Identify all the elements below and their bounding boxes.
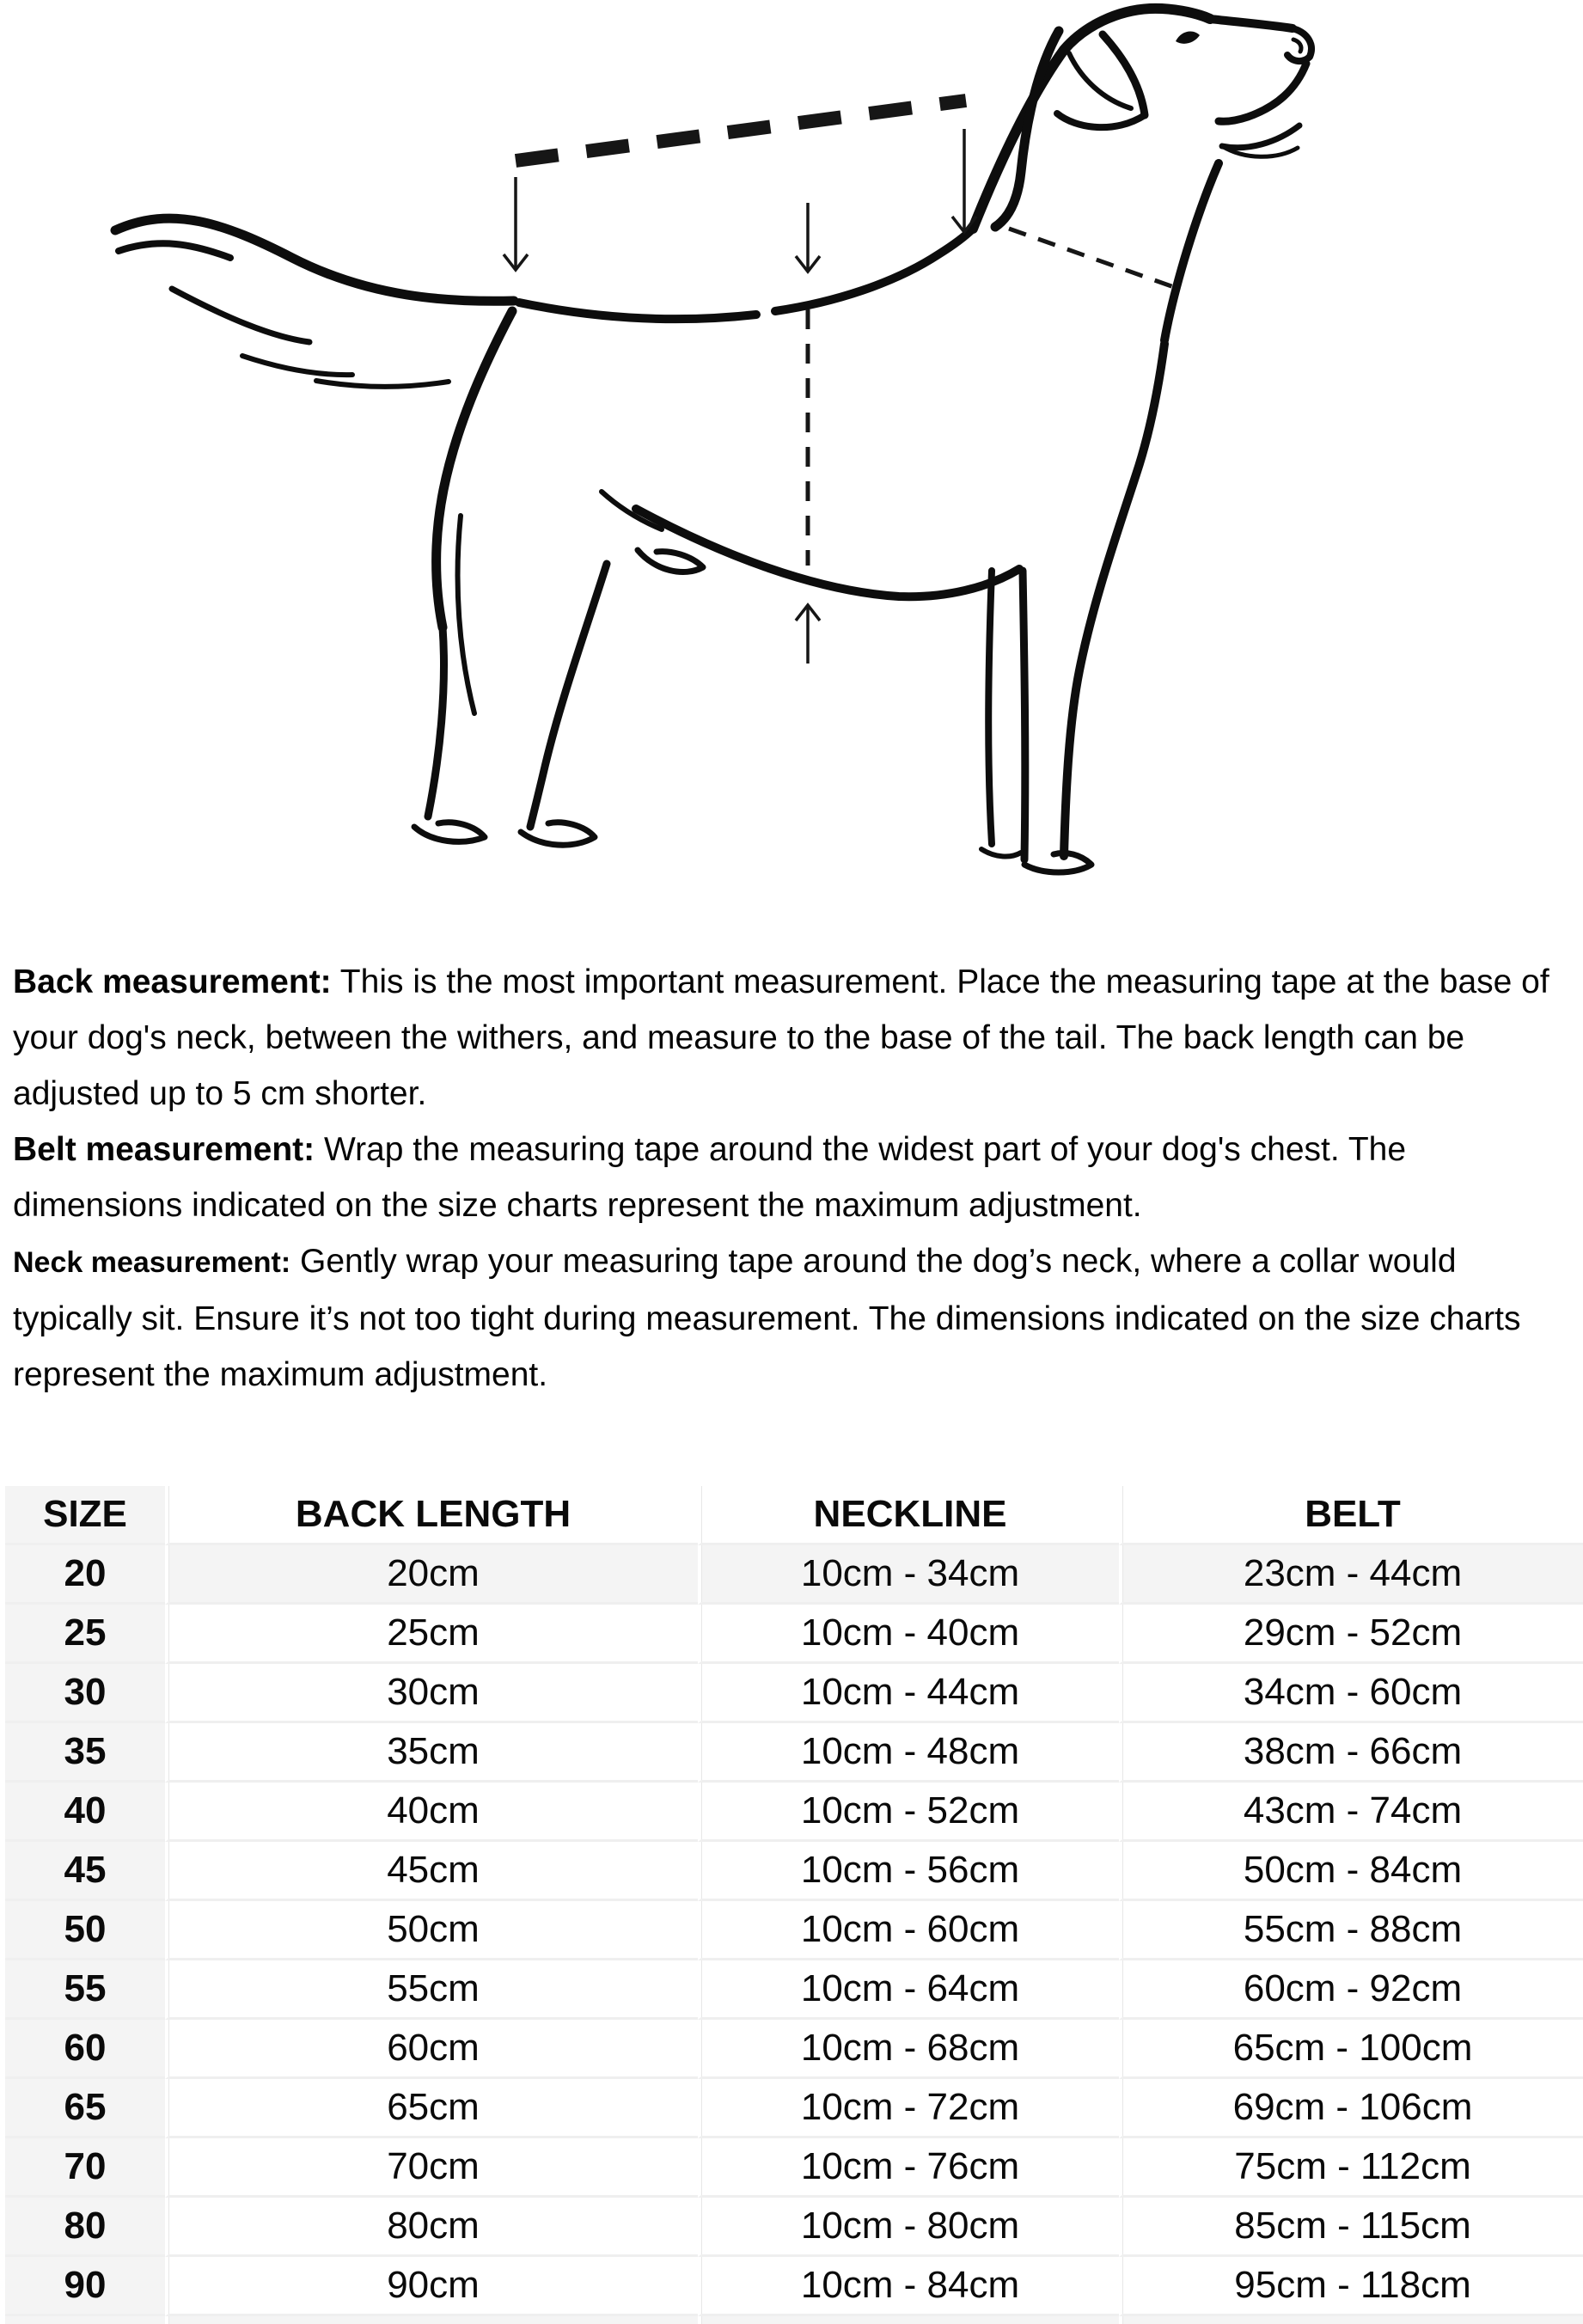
up-arrow-belly: [796, 605, 820, 664]
belt-cell: 23cm - 44cm: [1119, 1545, 1583, 1605]
size-cell: 50: [5, 1901, 165, 1960]
column-header-back-length: BACK LENGTH: [165, 1486, 698, 1545]
size-chart-table: [5, 1486, 1583, 2324]
neckline-cell: 10cm - 72cm: [698, 2079, 1119, 2138]
empty-cell: [1119, 2316, 1583, 2324]
size-chart-row: [5, 2138, 1583, 2198]
empty-cell: [698, 2316, 1119, 2324]
back-length-cell: 30cm: [165, 1664, 698, 1723]
size-chart-row: [5, 1664, 1583, 1723]
back-length-cell: 35cm: [165, 1723, 698, 1783]
back-length-cell: 65cm: [165, 2079, 698, 2138]
size-cell: 45: [5, 1842, 165, 1901]
neckline-cell: 10cm - 40cm: [698, 1605, 1119, 1664]
back-measurement-label: Back measurement:: [13, 963, 332, 1000]
empty-cell: [165, 2316, 698, 2324]
down-arrow-tail: [504, 177, 528, 270]
size-chart-row: [5, 1783, 1583, 1842]
size-chart-row: [5, 2198, 1583, 2257]
belt-cell: 29cm - 52cm: [1119, 1605, 1583, 1664]
size-chart-row-partial: [5, 2316, 1583, 2324]
size-chart-header: [5, 1486, 1583, 1545]
belt-cell: 95cm - 118cm: [1119, 2257, 1583, 2316]
back-length-cell: 60cm: [165, 2020, 698, 2079]
back-length-cell: 40cm: [165, 1783, 698, 1842]
belt-measurement-text: Wrap the measuring tape around the widest part of your dog's chest. The dimensions indicated on the size charts represent the maximum adjustment.: [13, 1131, 1407, 1224]
size-chart-row: [5, 1723, 1583, 1783]
neck-measurement-text: Gently wrap your measuring tape around the dog’s neck, where a collar would typically sit. Ensure it’s not too tight during measurement. The dimensions indicated on the size charts represent the maximum adjustment.: [13, 1243, 1521, 1393]
neckline-cell: 10cm - 34cm: [698, 1545, 1119, 1605]
size-chart-body: [5, 1545, 1583, 2324]
size-cell: 20: [5, 1545, 165, 1605]
belt-cell: 34cm - 60cm: [1119, 1664, 1583, 1723]
size-cell: 25: [5, 1605, 165, 1664]
neckline-cell: 10cm - 60cm: [698, 1901, 1119, 1960]
neckline-cell: 10cm - 52cm: [698, 1783, 1119, 1842]
neck-measurement-label: Neck measurement:: [13, 1246, 291, 1279]
belt-cell: 75cm - 112cm: [1119, 2138, 1583, 2198]
dog-eye: [1176, 32, 1200, 44]
neck-measurement-paragraph: [13, 1233, 1554, 1403]
back-length-cell: 90cm: [165, 2257, 698, 2316]
size-chart-row: [5, 2257, 1583, 2316]
back-length-cell: 50cm: [165, 1901, 698, 1960]
size-chart-row: [5, 2079, 1583, 2138]
belt-cell: 65cm - 100cm: [1119, 2020, 1583, 2079]
header-row: [5, 1486, 1583, 1545]
belt-measurement-paragraph: [13, 1122, 1554, 1233]
belt-cell: 85cm - 115cm: [1119, 2198, 1583, 2257]
size-cell: 80: [5, 2198, 165, 2257]
belt-measurement-label: Belt measurement:: [13, 1131, 315, 1168]
size-cell: 90: [5, 2257, 165, 2316]
measurement-instructions: [0, 954, 1583, 1403]
dog-line-drawing: [0, 0, 1583, 913]
neckline-cell: 10cm - 76cm: [698, 2138, 1119, 2198]
size-chart-row: [5, 1842, 1583, 1901]
back-length-cell: 80cm: [165, 2198, 698, 2257]
belt-cell: 55cm - 88cm: [1119, 1901, 1583, 1960]
empty-cell: [5, 2316, 165, 2324]
belt-cell: 60cm - 92cm: [1119, 1960, 1583, 2020]
size-cell: 40: [5, 1783, 165, 1842]
neckline-cell: 10cm - 44cm: [698, 1664, 1119, 1723]
size-cell: 55: [5, 1960, 165, 2020]
down-arrow-middle: [796, 203, 820, 272]
neckline-cell: 10cm - 80cm: [698, 2198, 1119, 2257]
belt-cell: 38cm - 66cm: [1119, 1723, 1583, 1783]
neckline-cell: 10cm - 56cm: [698, 1842, 1119, 1901]
column-header-belt: BELT: [1119, 1486, 1583, 1545]
neck-measure-dashed-line: [1009, 229, 1174, 287]
size-cell: 70: [5, 2138, 165, 2198]
size-chart-row: [5, 1960, 1583, 2020]
belt-cell: 43cm - 74cm: [1119, 1783, 1583, 1842]
neckline-cell: 10cm - 68cm: [698, 2020, 1119, 2079]
dog-illustration: [0, 0, 1583, 913]
size-cell: 60: [5, 2020, 165, 2079]
belt-cell: 50cm - 84cm: [1119, 1842, 1583, 1901]
back-length-cell: 55cm: [165, 1960, 698, 2020]
column-header-size: SIZE: [5, 1486, 165, 1545]
size-cell: 35: [5, 1723, 165, 1783]
back-length-cell: 25cm: [165, 1605, 698, 1664]
back-measure-dashed-line: [516, 101, 966, 161]
back-measurement-text: This is the most important measurement. Place the measuring tape at the base of your dog's neck, between the withers, and measure to the base of the tail. The back length can be adjusted up to 5 cm shorter.: [13, 963, 1549, 1112]
back-length-cell: 45cm: [165, 1842, 698, 1901]
size-chart-row: [5, 2020, 1583, 2079]
back-measurement-paragraph: [13, 954, 1554, 1122]
size-chart-row: [5, 1901, 1583, 1960]
column-header-neckline: NECKLINE: [698, 1486, 1119, 1545]
size-chart-row: [5, 1605, 1583, 1664]
neckline-cell: 10cm - 64cm: [698, 1960, 1119, 2020]
neckline-cell: 10cm - 48cm: [698, 1723, 1119, 1783]
belt-cell: 69cm - 106cm: [1119, 2079, 1583, 2138]
back-length-cell: 20cm: [165, 1545, 698, 1605]
neckline-cell: 10cm - 84cm: [698, 2257, 1119, 2316]
size-cell: 65: [5, 2079, 165, 2138]
dog-outline: [115, 9, 1311, 872]
size-chart-row: [5, 1545, 1583, 1605]
size-cell: 30: [5, 1664, 165, 1723]
back-length-cell: 70cm: [165, 2138, 698, 2198]
